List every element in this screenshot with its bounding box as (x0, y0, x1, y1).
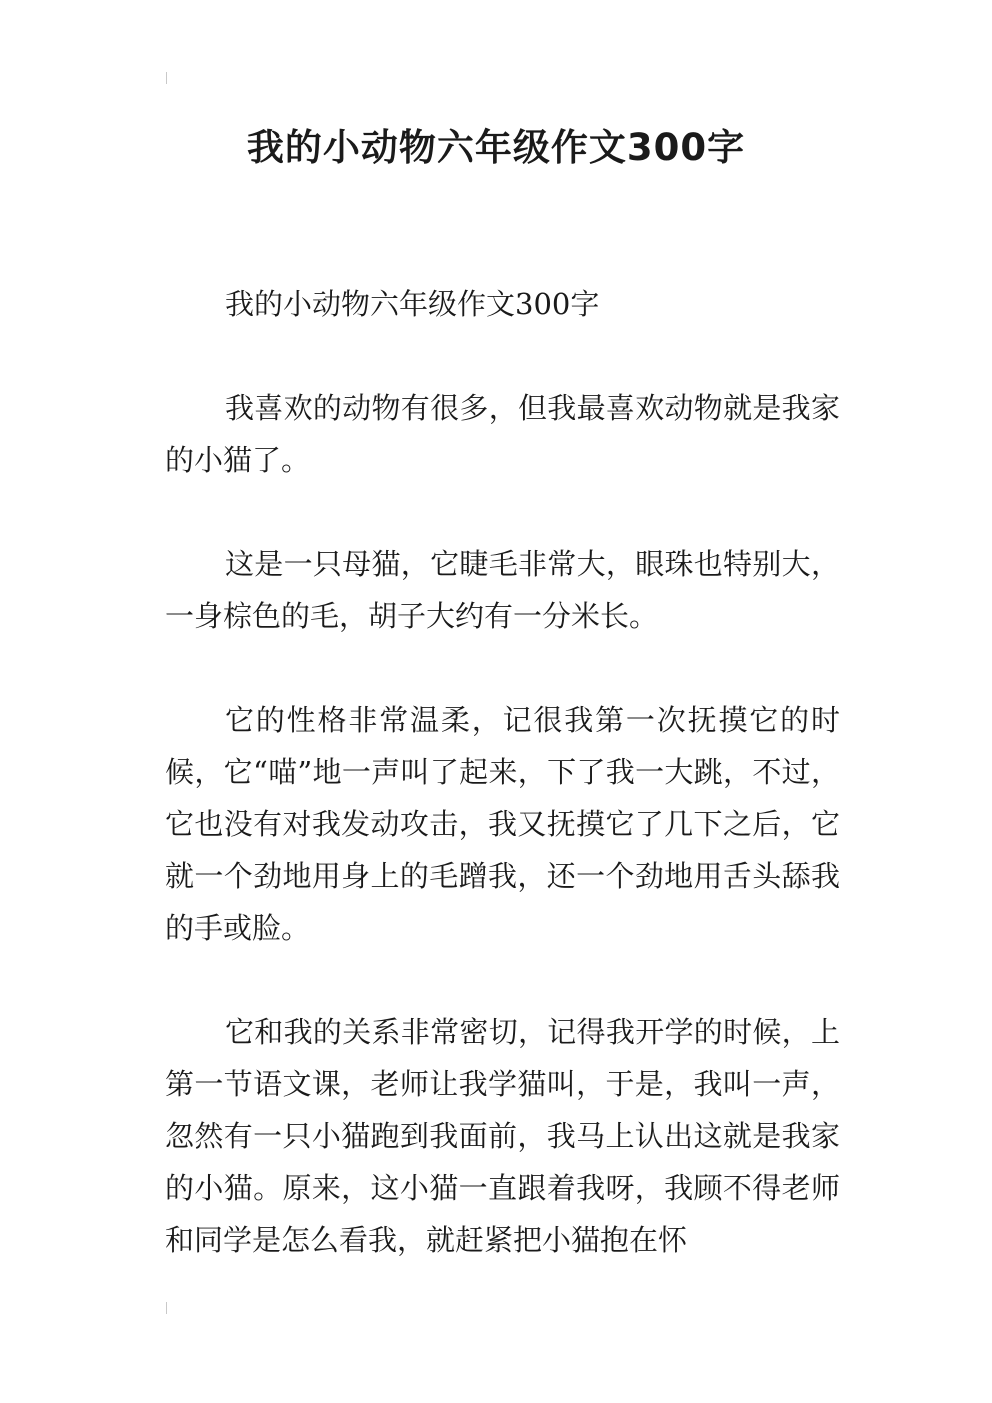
document-body (165, 278, 840, 1318)
paragraph: 它和我的关系非常密切，记得我开学的时候，上第一节语文课，老师让我学猫叫，于是，我叫一声，忽然有一只小猫跑到我面前，我马上认出这就是我家的小猫。原来，这小猫一直跟着我呀，我顾不得老师和同学是怎么看我，就赶紧把小猫抱在怀 (165, 1015, 840, 1257)
document-title: 我的小动物六年级作文300字 (246, 126, 746, 169)
paragraph: 它的性格非常温柔，记很我第一次抚摸它的时候，它“喵”地一声叫了起来，下了我一大跳，不过，它也没有对我发动攻击，我又抚摸它了几下之后，它就一个劲地用身上的毛蹭我，还一个劲地用舌头舔我的手或脸。 (165, 703, 840, 945)
top-left-margin-mark (166, 72, 167, 84)
paragraph: 这是一只母猫，它睫毛非常大，眼珠也特别大，一身棕色的毛，胡子大约有一分米长。 (165, 547, 840, 633)
paragraph-subtitle: 我的小动物六年级作文300字 (225, 287, 600, 321)
paragraph: 我喜欢的动物有很多，但我最喜欢动物就是我家的小猫了。 (165, 391, 840, 477)
